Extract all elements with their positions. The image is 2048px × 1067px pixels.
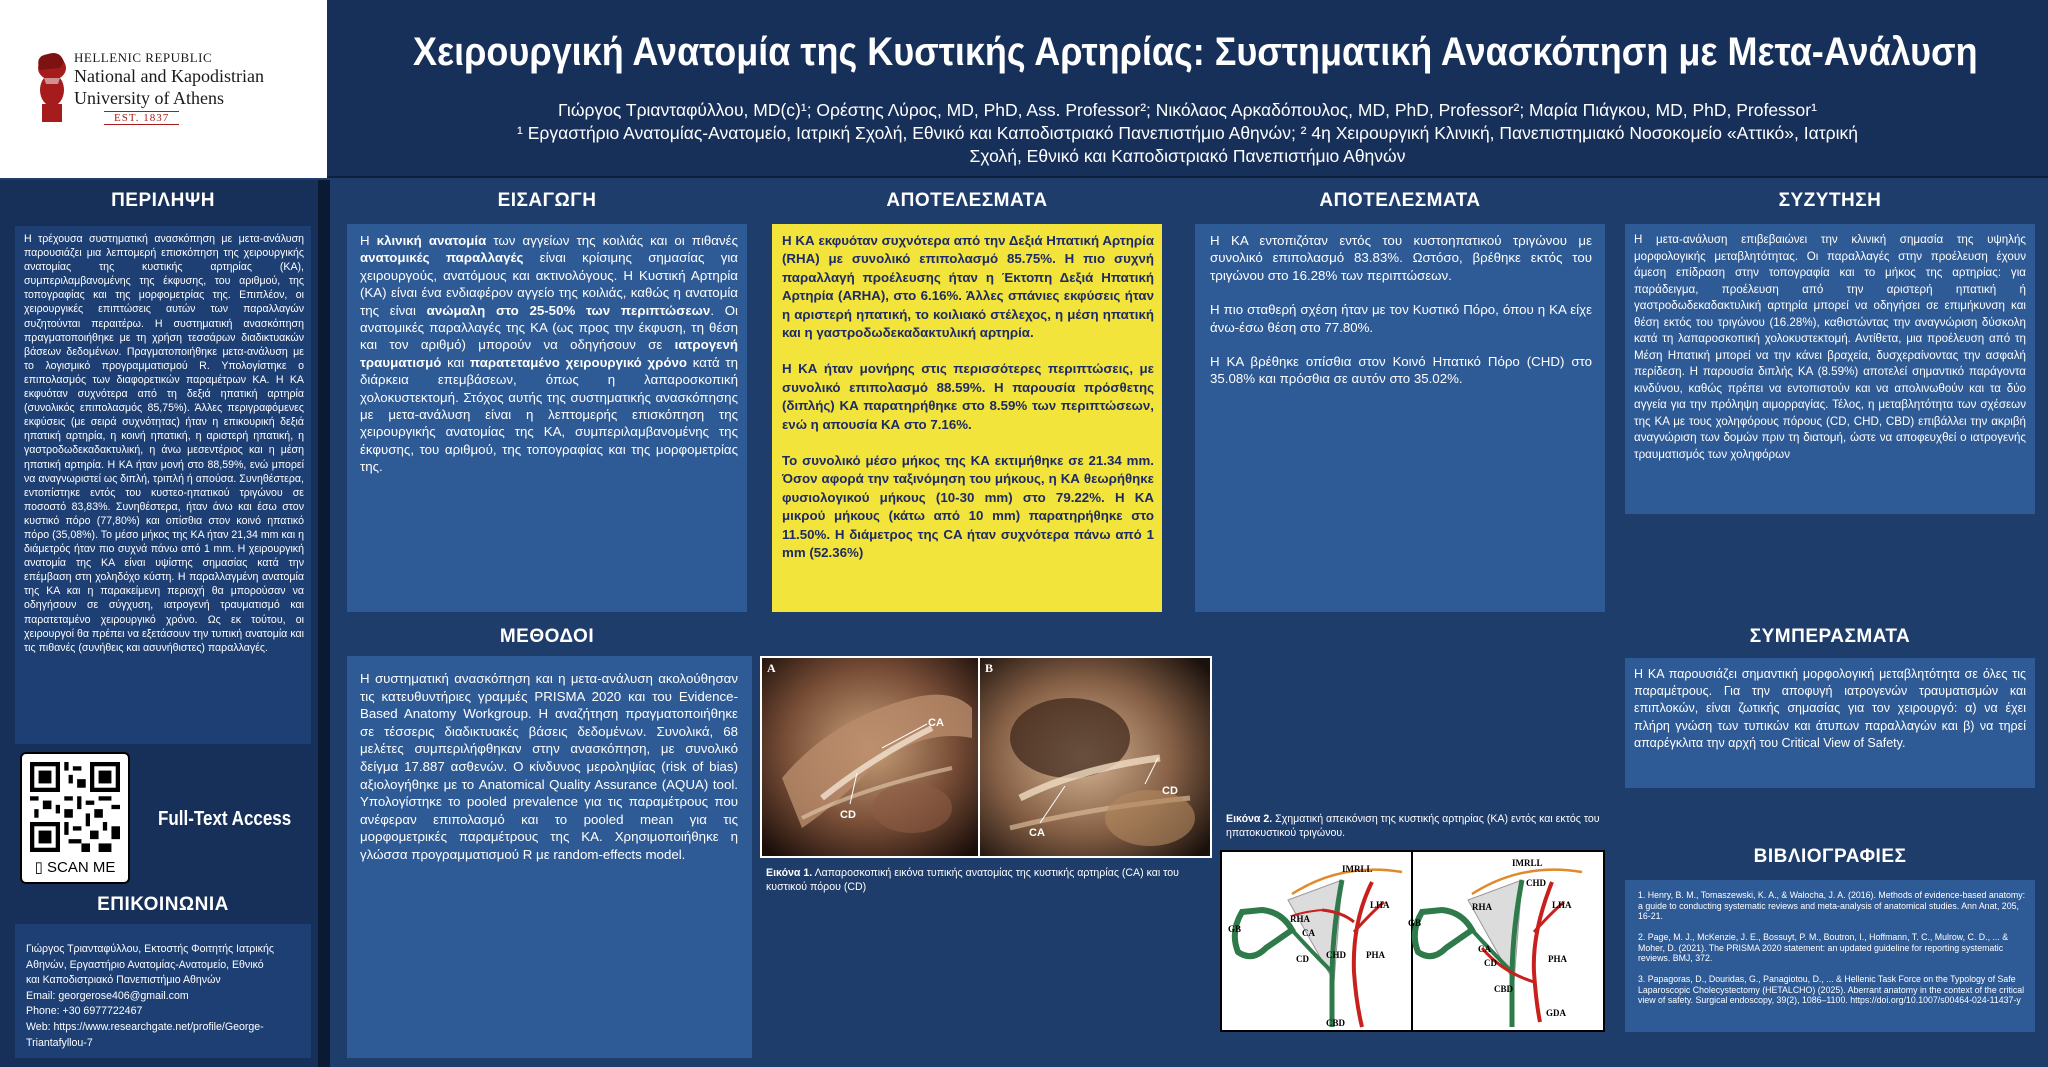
intro-heading: ΕΙΣΑΓΩΓΗ xyxy=(497,190,597,211)
results2-paragraph3: Η ΚΑ βρέθηκε οπίσθια στον Κοινό Ηπατικό Πόρο (CHD) στο 35.08% και πρόσθια σε αυτόν στο 35.02%. xyxy=(1210,354,1592,387)
reference-item-1: 1. Henry, B. M., Tomaszewski, K. A., & Walocha, J. A. (2016). Methods of evidence-based anatomy: a guide to conducting systematic reviews and meta-analysis of anatomical studies. Ann Anat, 205, 16-21. xyxy=(1638,890,2026,921)
figure1-panel-b-label: B xyxy=(985,661,994,675)
results2-paragraph2: Η πιο σταθερή σχέση ήταν με τον Κυστικό Πόρο, όπου η ΚΑ είχε άνω-έσω θέση στο 77.80%. xyxy=(1210,302,1592,335)
contact-text xyxy=(26,942,310,1051)
results1-paragraph2: Η ΚΑ ήταν μονήρης στις περισσότερες περιπτώσεις, με συνολικό επιπολασμό 88.59%. Η παρουσία πρόσθετης (διπλής) ΚΑ παρατηρήθηκε στο 8.59% των περιπτώσεων, ενώ η απουσία ΚΑ στο 7.16%. xyxy=(782,361,1154,432)
column-divider xyxy=(318,180,330,1067)
poster-title: Χειρουργική Ανατομία της Κυστικής Αρτηρίας: Συστηματική Ανασκόπηση με Μετα-Ανάλυση xyxy=(413,30,1978,74)
contact-phone: Phone: +30 6977722467 xyxy=(26,1005,143,1018)
figure1-panel-a-label: A xyxy=(767,661,776,675)
figure1-photo-b xyxy=(980,658,1210,856)
affiliation-line2: Σχολή, Εθνικό και Καποδιστριακό Πανεπιστήμιο Αθηνών xyxy=(969,146,1406,166)
methods-text: Η συστηματική ανασκόπηση και η μετα-ανάλυση ακολούθησαν τις κατευθυντήριες γραμμές PRISMA 2020 και του Evidence-Based Anatomy Workgroup. Η αναζήτηση πραγματοποιήθηκε σε τέσσερις διαδικτυακές βάσεις δεδομένων. Συνολικά, 68 μελέτες συμπεριλήφθηκαν στην ανασκόπηση, με συνολικό δείγμα 17.887 ασθενών. Ο κίνδυνος μεροληψίας (risk of bias) αξιολογήθηκε με το Anatomical Quality Assurance (AQUA) tool. Υπολογίστηκε το pooled prevalence για τις παραμέτρους που ανέφεραν επιπολασμό και το pooled mean για τις μορφομετρικές παραμέτρους της ΚΑ. Χρησιμοποιήθηκε η γλώσσα προγραμματισμού R με random-effects model. xyxy=(360,671,738,862)
university-republic-label: HELLENIC REPUBLIC xyxy=(74,50,213,65)
university-est-label: EST. 1837 xyxy=(104,111,179,125)
label-cbd-left: CBD xyxy=(1326,1018,1346,1028)
figure2-caption: Εικόνα 2. Σχηματική απεικόνιση της κυστικής αρτηρίας (ΚΑ) εντός και εκτός του ηπατοκυστικού τριγώνου. xyxy=(1226,813,1600,839)
label-gb-left: GB xyxy=(1228,924,1242,934)
conclusions-text: Η ΚΑ παρουσιάζει σημαντική μορφολογική μεταβλητότητα σε όλες τις παραμέτρους. Για την αποφυγή ιατρογενών τραυματισμών και επιπλοκών, είναι ζωτικής σημασίας για τον χειρουργό: α) να έχει πλήρη γνώση των τυπικών και άτυπων παραλλαγών και β) να τηρεί απαρέγκλιτα την αρχή του Critical View of Safety. xyxy=(1634,667,2026,750)
label-cd-right: CD xyxy=(1484,958,1497,968)
figure1-b-cd-label: CD xyxy=(1162,785,1178,797)
abstract-heading: ΠΕΡΙΛΗΨΗ xyxy=(111,190,215,211)
scan-me-text: SCAN ME xyxy=(47,859,116,876)
phone-icon: ▯ xyxy=(34,859,43,876)
figure1-a-ca-label: CA xyxy=(928,717,944,729)
methods-heading: ΜΕΘΟΔΟΙ xyxy=(499,626,595,647)
figure1-a-cd-label: CD xyxy=(840,809,856,821)
label-imrll-right: IMRLL xyxy=(1512,858,1543,868)
label-imrll-left: IMRLL xyxy=(1342,864,1373,874)
diagram-left xyxy=(1235,870,1402,1027)
label-cd-left: CD xyxy=(1296,954,1309,964)
contact-line1: Γιώργος Τριανταφύλλου, Εκτοστής Φοιτητής Ιατρικής xyxy=(26,943,274,955)
results2-heading: ΑΠΟΤΕΛΕΣΜΑΤΑ xyxy=(1319,190,1481,211)
label-gb-right: GB xyxy=(1408,918,1422,928)
results1-paragraph1: Η ΚΑ εκφυόταν συχνότερα από την Δεξιά Ηπατική Αρτηρία (RHA) με συνολικό επιπολασμό 85.75%. Η πιο συχνή παραλλαγή προέλευσης ήταν η Έκτοπη Δεξιά Ηπατική Αρτηρία (ARHA), στο 6.16%. Άλλες σπάνιες εκφύσεις ήταν η αριστερή ηπατική, το κοιλιακό στέλεχος, η μέση ηπατική και η γαστροδωδεκαδακτυλική αρτηρία. xyxy=(782,233,1154,341)
figure1-caption: Εικόνα 1. Λαπαροσκοπική εικόνα τυπικής ανατομίας της κυστικής αρτηρίας (CA) και του κυστικού πόρου (CD) xyxy=(766,867,1179,893)
figure1-photo-a xyxy=(762,658,978,856)
label-pha-right: PHA xyxy=(1548,954,1567,964)
university-name-line2: University of Athens xyxy=(74,88,224,108)
label-rha-left: RHA xyxy=(1290,914,1310,924)
reference-item-2: 2. Page, M. J., McKenzie, J. E., Bossuyt, P. M., Boutron, I., Hoffmann, T. C., Mulrow, C. D., ... & Moher, D. (2021). The PRISMA 2020 statement: an updated guideline for reporting systematic reviews. BMJ, 372. xyxy=(1638,932,2009,963)
label-chd-left: CHD xyxy=(1326,950,1346,960)
label-pha-left: PHA xyxy=(1366,950,1385,960)
results2-paragraph1: Η ΚΑ εντοπιζόταν εντός του κυστοηπατικού τριγώνου με συνολικό επιπολασμό 83.83%. Ωστόσο, βρέθηκε εκτός του τριγώνου στο 16.28% των περιπτώσεων. xyxy=(1210,233,1592,283)
discussion-heading: ΣΥΖΥΤΗΣΗ xyxy=(1778,190,1882,211)
results2-text xyxy=(1210,232,1592,388)
authors-line: Γιώργος Τριανταφύλλου, MD(c)¹; Ορέστης Λύρος, MD, PhD, Ass. Professor²; Νικόλαος Αρκαδόπουλος, MD, PhD, Professor²; Μαρία Πιάγκου, MD, PhD, Professor¹ xyxy=(558,100,1817,120)
references-heading: ΒΙΒΛΙΟΓΡΑΦΙΕΣ xyxy=(1753,846,1907,867)
figure2-diagram xyxy=(1222,852,1603,1030)
label-ca-right: CA xyxy=(1478,944,1491,954)
contact-web1[interactable]: Web: https://www.researchgate.net/profile/George- xyxy=(26,1020,264,1033)
athena-seal-icon xyxy=(30,48,74,126)
qr-code-icon[interactable] xyxy=(30,762,120,852)
reference-item-3: 3. Papagoras, D., Douridas, G., Panagiotou, D., ... & Hellenic Task Force on the Typology of Safe Laparoscopic Cholecystectomy (HETALCHO) (2025). Aberrant anatomy in the context of the critical view of safety. Surgical endoscopy, 39(2), 1086–1100. https://doi.org/10.1007/s00464-024-11437-y xyxy=(1638,974,2025,1005)
discussion-text: Η μετα-ανάλυση επιβεβαιώνει την κλινική σημασία της υψηλής μορφολογικής μεταβλητότητας. Οι παραλλαγές στην προέλευση έχουν άμεση επίδραση στην τοπογραφία και το μήκος της αρτηρίας: για παράδειγμα, προέλευση από την αριστερή ηπατική ή γαστροδωδεκαδακτυλική αρτηρία μπορεί να οδηγήσει σε επιμήκυνση και θέση εκτός του τριγώνου (16.28%), καθιστώντας την αναγνώριση δύσκολη κατά τη λαπαροσκοπική χολοκυστεκτομή. Αντίθετα, μια προέλευση από τη Μέση Ηπατική μπορεί να την κάνει βραχεία, δυσχεραίνοντας την ασφαλή περίδεση. Η παρουσία διπλής ΚΑ (8.59%) αποτελεί σημαντικό παράγοντα κινδύνου, καθώς πρέπει να εντοπιστούν και να απολινωθούν και τα δύο αγγεία για την πρόληψη αιμορραγίας. Τέλος, η μεταβλητότητα των σχέσεων της ΚΑ με τους χοληφόρους πόρους (CD, CHD, CBD) επιβάλλει την ακριβή αναγνώριση των δομών πριν τη διατομή, ώστε να αποφευχθεί ο ιατρογενής τραυματισμός των χοληφόρων xyxy=(1634,233,2026,461)
affiliation-line1: ¹ Εργαστήριο Ανατομίας-Ανατομείο, Ιατρική Σχολή, Εθνικό και Καποδιστριακό Πανεπιστήμιο Αθηνών; ² 4η Χειρουργική Κλινική, Πανεπιστημιακό Νοσοκομείο «Αττικό», Ιατρική xyxy=(517,123,1858,143)
label-chd-right: CHD xyxy=(1526,878,1546,888)
results1-heading: ΑΠΟΤΕΛΕΣΜΑΤΑ xyxy=(886,190,1048,211)
contact-web2[interactable]: Triantafyllou-7 xyxy=(26,1036,93,1049)
results1-paragraph3: Το συνολικό μέσο μήκος της ΚΑ εκτιμήθηκε σε 21.34 mm. Όσον αφορά την ταξινόμηση του μήκους, η ΚΑ θεωρήθηκε φυσιολογικού μήκους (10-30 mm) στο 79.22%. Η ΚΑ μικρού μήκους (κάτω από 10 mm) παρατηρήθηκε στο 11.50%. Η διάμετρος της CA ήταν συχνότερα πάνω από 1 mm (52.36%) xyxy=(782,453,1154,561)
contact-line3: και Καποδιστριακό Πανεπιστήμιο Αθηνών xyxy=(26,974,221,987)
figure1-b-ca-label: CA xyxy=(1029,827,1045,839)
label-ca-left: CA xyxy=(1302,928,1315,938)
abstract-text: Η τρέχουσα συστηματική ανασκόπηση με μετα-ανάλυση παρουσιάζει μια λεπτομερή επισκόπηση της χειρουργικής ανατομίας της κυστικής αρτηρίας (ΚΑ), συμπεριλαμβανομένης της έκφυσης, του αριθμού, της τοπογραφίας και της μορφομετρίας της. Επιπλέον, οι χειρουργικές επιπτώσεις αυτών των παραλλαγών συζητούνται περαιτέρω. Η συστηματική ανασκόπηση πραγματοποιήθηκε με τη χρήση τεσσάρων διαδικτυακών βάσεων δεδομένων. Πραγματοποιήθηκε μετα-ανάλυση με το λογισμικό προγραμματισμού R. Υπολογίστηκε ο επιπολασμός των διαφορετικών παραμέτρων ΚΑ. Η ΚΑ εκφυόταν συχνότερα από τη δεξιά ηπατική αρτηρία (συνολικός επιπολασμός 85,75%). Άλλες περιγραφόμενες εκφύσεις (με σειρά συχνότητας) ήταν η επικουρική δεξιά ηπατική αρτηρία, η κοινή ηπατική, η αριστερή ηπατική, η γαστροδωδεκαδακτυλική, η άνω μεσεντέριος και η μέση ηπατική αρτηρία. Η ΚΑ ήταν μονή στο 88,59%, ενώ μπορεί να αναγνωριστεί ως διπλή, τριπλή ή απούσα. Συνηθέστερα, εντοπίστηκε εντός του κυστεο-ηπατικού τριγώνου σε ποσοστό 83,83%. Συνηθέστερα, ήταν άνω και έσω στον κυστικό πόρο (77,80%) και οπίσθια στον κοινό ηπατικό πόρο (35,08%). Το μέσο μήκος της ΚΑ ήταν 21,34 mm και η διάμετρός ήταν πιο συχνά πάνω από 1 mm. Η χειρουργική ανατομία της ΚΑ είναι υψίστης σημασίας κατά την επέμβαση στη χοληδόχο κύστη. Η παραλλαγμένη ανατομία της ΚΑ και η παρακείμενη περιοχή θα μπορούσαν να οδηγήσουν σε σύγχυση, ιατρογενή τραυματισμό και παρατεταμένο χειρουργικό χρόνο. Ως εκ τούτου, οι χειρουργοί θα πρέπει να εξετάσουν την τυπική ανατομία και τις πιθανές (συνήθεις και ασυνήθιστες) παραλλαγές. xyxy=(24,233,304,654)
intro-text: Η κλινική ανατομία των αγγείων της κοιλιάς και οι πιθανές ανατομικές παραλλαγές είναι κρίσιμης σημασίας για χειρουργούς, ανατόμους και ακτινολόγους. Η Κυστική Αρτηρία (ΚΑ) είναι ένα ενδιαφέρον αγγείο της κοιλιάς, καθώς η ανατομία της είναι ανώμαλη στο 25-50% των περιπτώσεων. Οι ανατομικές παραλλαγές της ΚΑ (ως προς την έκφυση, τη θέση και τον αριθμό) μπορούν να οδηγήσουν σε ιατρογενή τραυματισμό και παρατεταμένο χειρουργικό χρόνο κατά τη διάρκεια επεμβάσεων, όπως η λαπαροσκοπική χολοκυστεκτομή. Στόχος αυτής της συστηματικής ανασκόπησης με μετα-ανάλυση είναι η λεπτομερής επισκόπηση της χειρουργικής ανατομίας της ΚΑ, συμπεριλαμβανομένης της έκφυσης, του αριθμού, της τοπογραφίας και της μορφομετρίας της. xyxy=(360,233,739,475)
label-lha-left: LHA xyxy=(1370,900,1390,910)
label-lha-right: LHA xyxy=(1552,900,1572,910)
label-cbd-right: CBD xyxy=(1494,984,1514,994)
full-text-access-link[interactable]: Full-Text Access xyxy=(158,808,292,830)
diagram-right xyxy=(1415,870,1582,1027)
contact-heading: ΕΠΙΚΟΙΝΩΝΙΑ xyxy=(97,894,229,915)
conclusions-heading: ΣΥΜΠΕΡΑΣΜΑΤΑ xyxy=(1749,626,1911,647)
contact-line2: Αθηνών, Εργαστήριο Ανατομίας-Ανατομείο, Εθνικό xyxy=(26,958,264,971)
scan-me-label xyxy=(24,858,126,876)
contact-email[interactable]: Email: georgerose406@gmail.com xyxy=(26,989,189,1002)
label-gda-right: GDA xyxy=(1546,1008,1566,1018)
label-rha-right: RHA xyxy=(1472,902,1492,912)
university-name-line1: National and Kapodistrian xyxy=(74,66,264,86)
results1-text xyxy=(782,232,1154,563)
